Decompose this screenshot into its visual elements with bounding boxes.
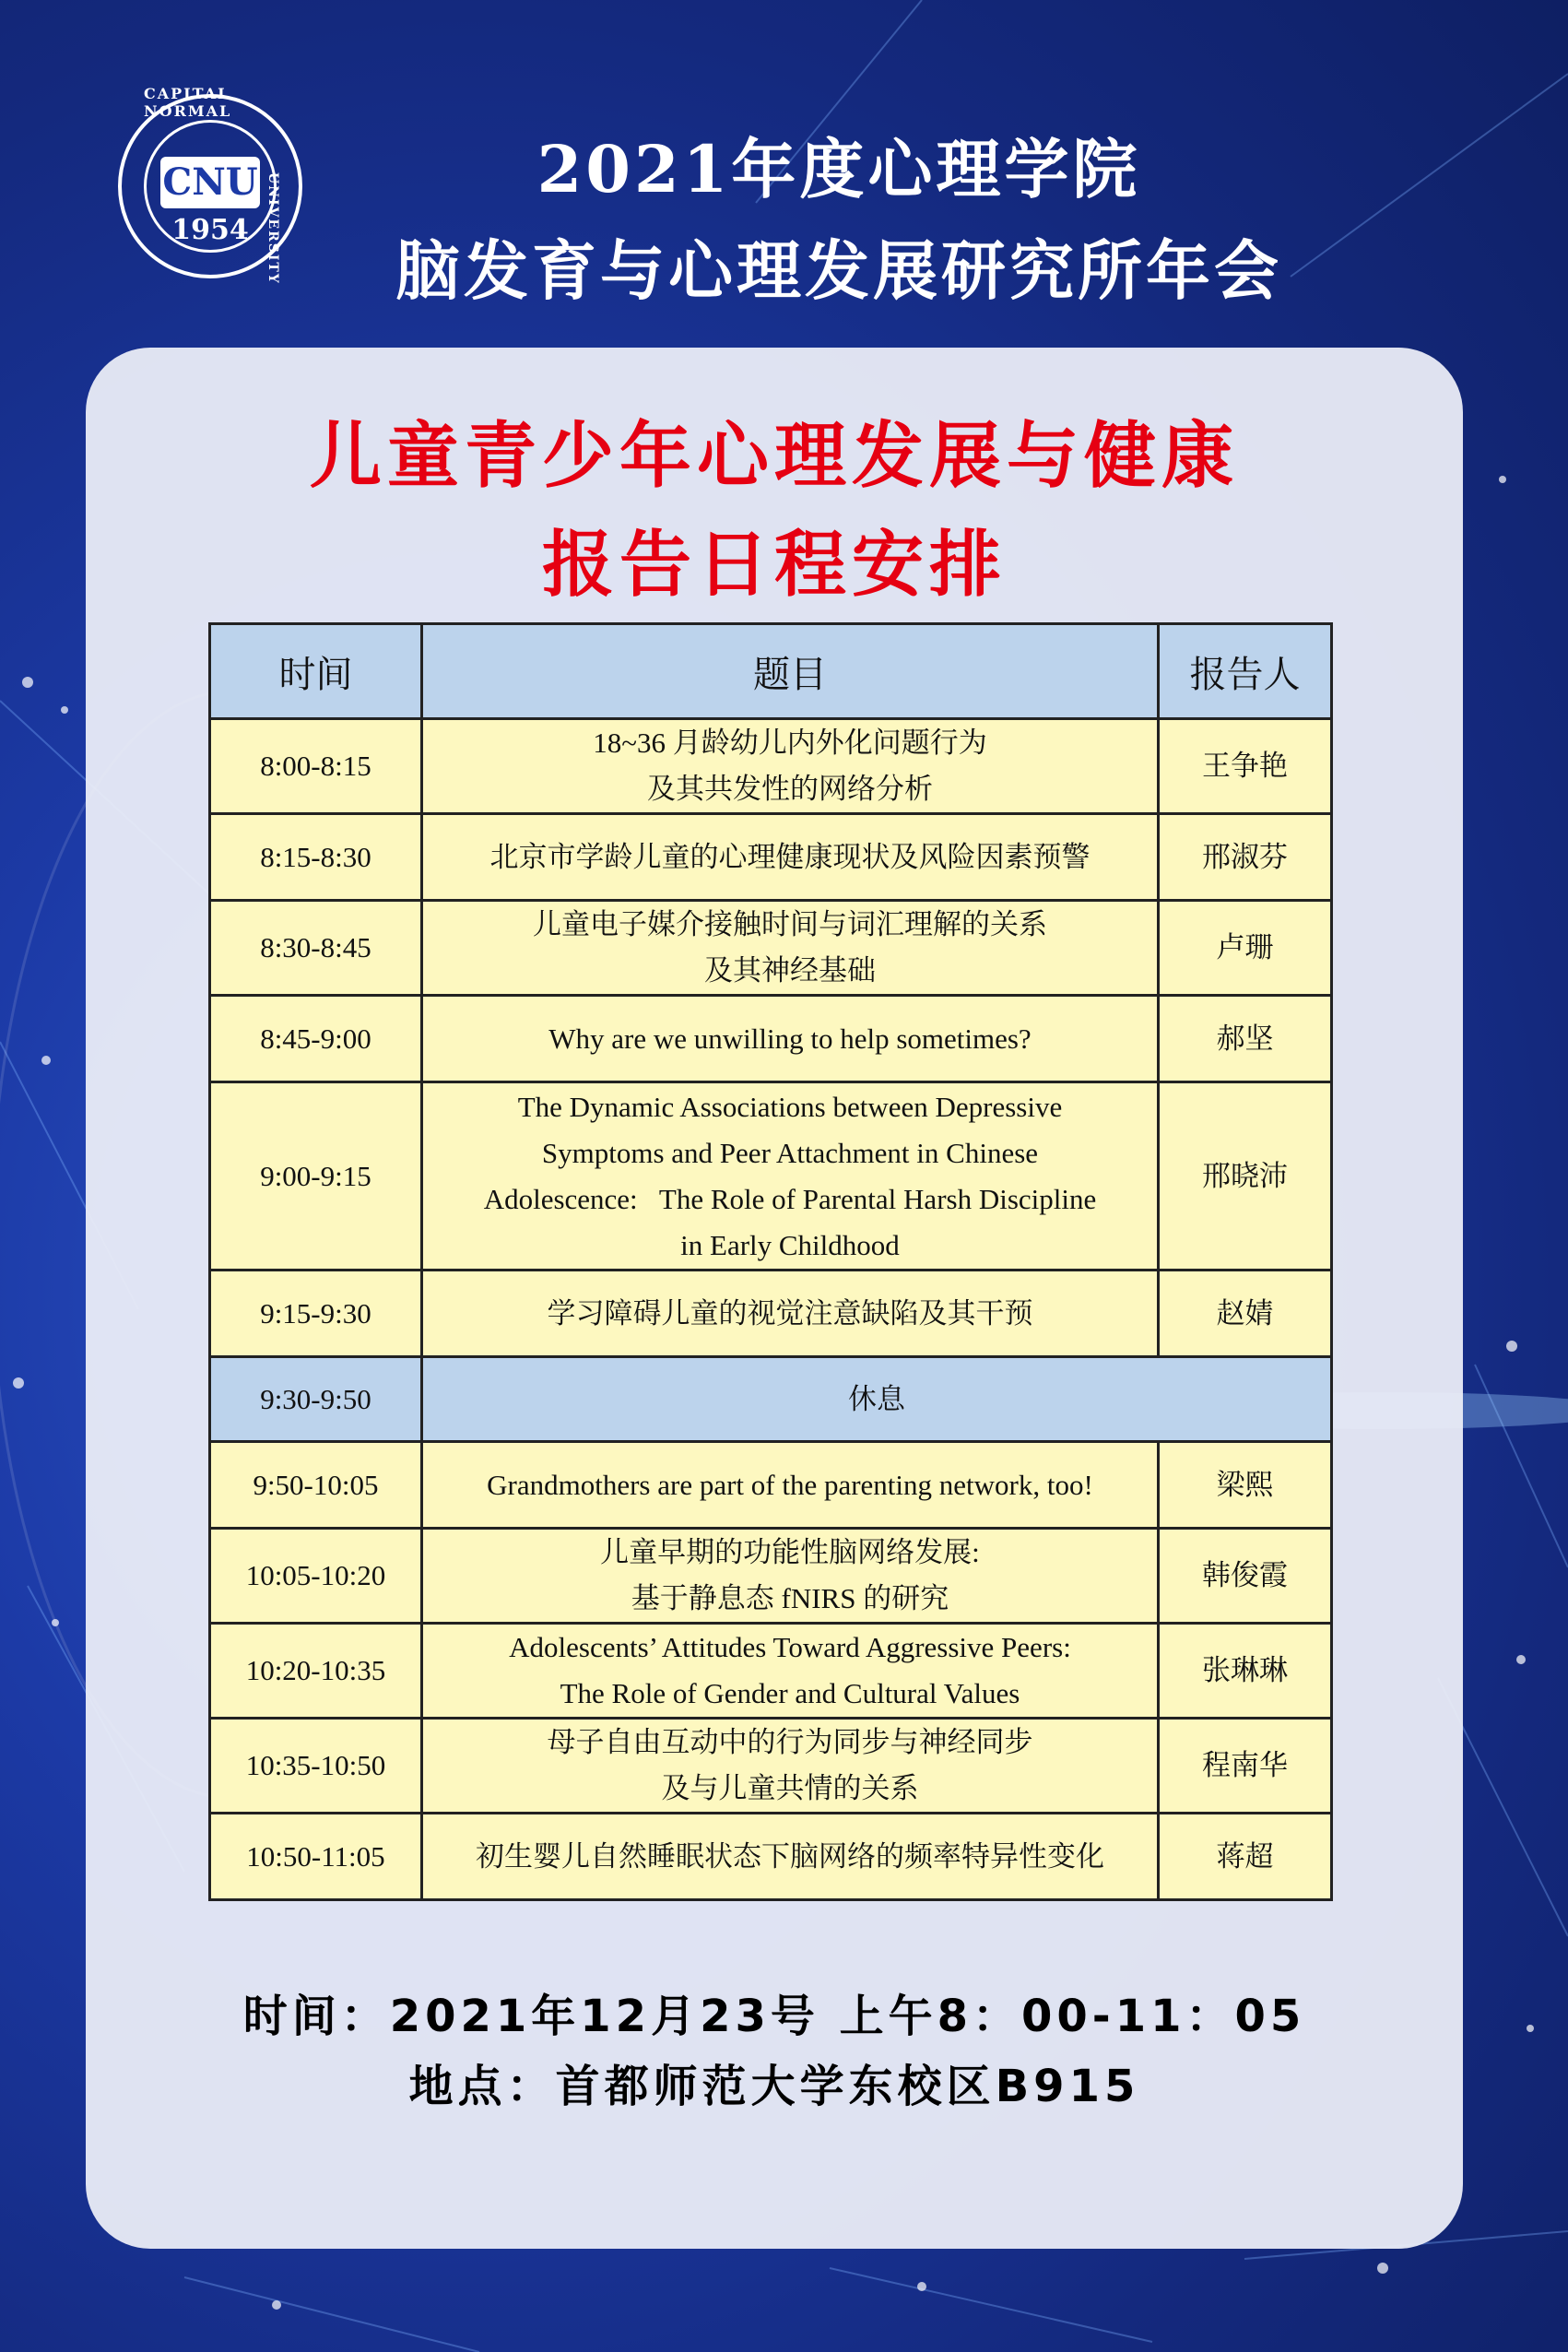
row-topic: [421, 1271, 1158, 1357]
row-break-label: 休息: [421, 1357, 1331, 1442]
logo-abbr: CNU: [160, 157, 260, 208]
row-speaker: 蒋超: [1159, 1814, 1332, 1900]
row-speaker: 梁熙: [1159, 1442, 1332, 1529]
row-speaker: 卢珊: [1159, 901, 1332, 996]
row-time: 9:50-10:05: [210, 1442, 422, 1529]
table-row: [210, 1357, 1332, 1442]
row-time: 10:50-11:05: [210, 1814, 422, 1900]
footer-place: 地点：首都师范大学东校区B915: [408, 2061, 1140, 2112]
row-topic-line: 及与儿童共情的关系: [661, 1772, 919, 1804]
table-row: [210, 1082, 1332, 1271]
row-topic-line: 初生婴儿自然睡眠状态下脑网络的频率特异性变化: [475, 1839, 1104, 1873]
row-topic-line: 儿童早期的功能性脑网络发展:: [600, 1536, 980, 1568]
subtitle-line2: 报告日程安排: [541, 523, 1007, 607]
row-topic-line: 及其神经基础: [703, 954, 876, 987]
row-topic-line: 儿童电子媒介接触时间与词汇理解的关系: [532, 908, 1047, 940]
table-row: [210, 996, 1332, 1082]
footer-time: 时间：2021年12月23号 上午8：00-11：05: [242, 1991, 1306, 2042]
logo-year: 1954: [171, 214, 249, 246]
logo-arc-side-text: UNIVERSITY: [265, 172, 280, 285]
header-title-line2: 脑发育与心理发展研究所年会: [395, 232, 1282, 309]
header-speaker: 报告人: [1159, 624, 1332, 719]
row-speaker: 邢淑芬: [1159, 814, 1332, 901]
row-topic-line: Why are we unwilling to help sometimes?: [548, 1022, 1032, 1055]
row-topic: [421, 1082, 1158, 1271]
table-row: [210, 901, 1332, 996]
row-topic-line: 18~36 月龄幼儿内外化问题行为: [593, 727, 987, 759]
table-row: [210, 1814, 1332, 1900]
schedule-table: [208, 622, 1333, 1901]
row-topic-line: Adolescents’ Attitudes Toward Aggressive Peers:: [509, 1631, 1071, 1663]
row-time: 10:35-10:50: [210, 1719, 422, 1814]
row-topic-line: 基于静息态 fNIRS 的研究: [631, 1582, 949, 1614]
row-topic-line: The Role of Gender and Cultural Values: [560, 1677, 1020, 1709]
row-topic-line: 学习障碍儿童的视觉注意缺陷及其干预: [547, 1296, 1033, 1330]
row-time: 9:00-9:15: [210, 1082, 422, 1271]
row-time: 10:05-10:20: [210, 1529, 422, 1624]
table-row: [210, 814, 1332, 901]
header-topic: 题目: [421, 624, 1158, 719]
row-topic-line: 北京市学龄儿童的心理健康现状及风险因素预警: [489, 840, 1091, 873]
table-row: [210, 1529, 1332, 1624]
university-logo: [109, 85, 312, 325]
logo-arc-top-text: CAPITAL NORMAL: [144, 85, 232, 120]
row-topic: [421, 1624, 1158, 1719]
schedule-body: [210, 719, 1332, 1900]
row-speaker: 赵婧: [1159, 1271, 1332, 1357]
row-time: 8:30-8:45: [210, 901, 422, 996]
row-time: 9:30-9:50: [210, 1357, 422, 1442]
row-speaker: 郝坚: [1159, 996, 1332, 1082]
row-time: 8:15-8:30: [210, 814, 422, 901]
row-topic: [421, 1442, 1158, 1529]
row-topic: [421, 996, 1158, 1082]
row-time: 8:00-8:15: [210, 719, 422, 814]
table-row: [210, 1719, 1332, 1814]
row-topic: [421, 719, 1158, 814]
row-topic: [421, 901, 1158, 996]
table-row: [210, 1271, 1332, 1357]
row-speaker: 张琳琳: [1159, 1624, 1332, 1719]
subtitle-line1: 儿童青少年心理发展与健康: [309, 414, 1239, 498]
row-topic-line: Grandmothers are part of the parenting network, too!: [487, 1468, 1093, 1501]
row-topic-line: Adolescence: The Role of Parental Harsh Discipline: [483, 1182, 1097, 1215]
row-topic: [421, 1529, 1158, 1624]
row-topic-line: Symptoms and Peer Attachment in Chinese: [541, 1136, 1039, 1169]
table-row: [210, 1624, 1332, 1719]
row-time: 10:20-10:35: [210, 1624, 422, 1719]
table-header-row: [210, 624, 1332, 719]
row-topic: [421, 814, 1158, 901]
row-topic-line: The Dynamic Associations between Depressive: [517, 1090, 1063, 1123]
row-topic: [421, 1814, 1158, 1900]
row-topic-line: 及其共发性的网络分析: [646, 773, 933, 805]
row-speaker: 王争艳: [1159, 719, 1332, 814]
row-speaker: 韩俊霞: [1159, 1529, 1332, 1624]
row-topic: [421, 1719, 1158, 1814]
row-speaker: 邢晓沛: [1159, 1082, 1332, 1271]
row-time: 8:45-9:00: [210, 996, 422, 1082]
row-speaker: 程南华: [1159, 1719, 1332, 1814]
table-row: [210, 1442, 1332, 1529]
table-row: [210, 719, 1332, 814]
header-title-line1: 2021年度心理学院: [536, 131, 1141, 207]
row-topic-line: 母子自由互动中的行为同步与神经同步: [547, 1726, 1033, 1758]
row-topic-line: in Early Childhood: [680, 1228, 900, 1261]
header-time: 时间: [210, 624, 422, 719]
row-time: 9:15-9:30: [210, 1271, 422, 1357]
